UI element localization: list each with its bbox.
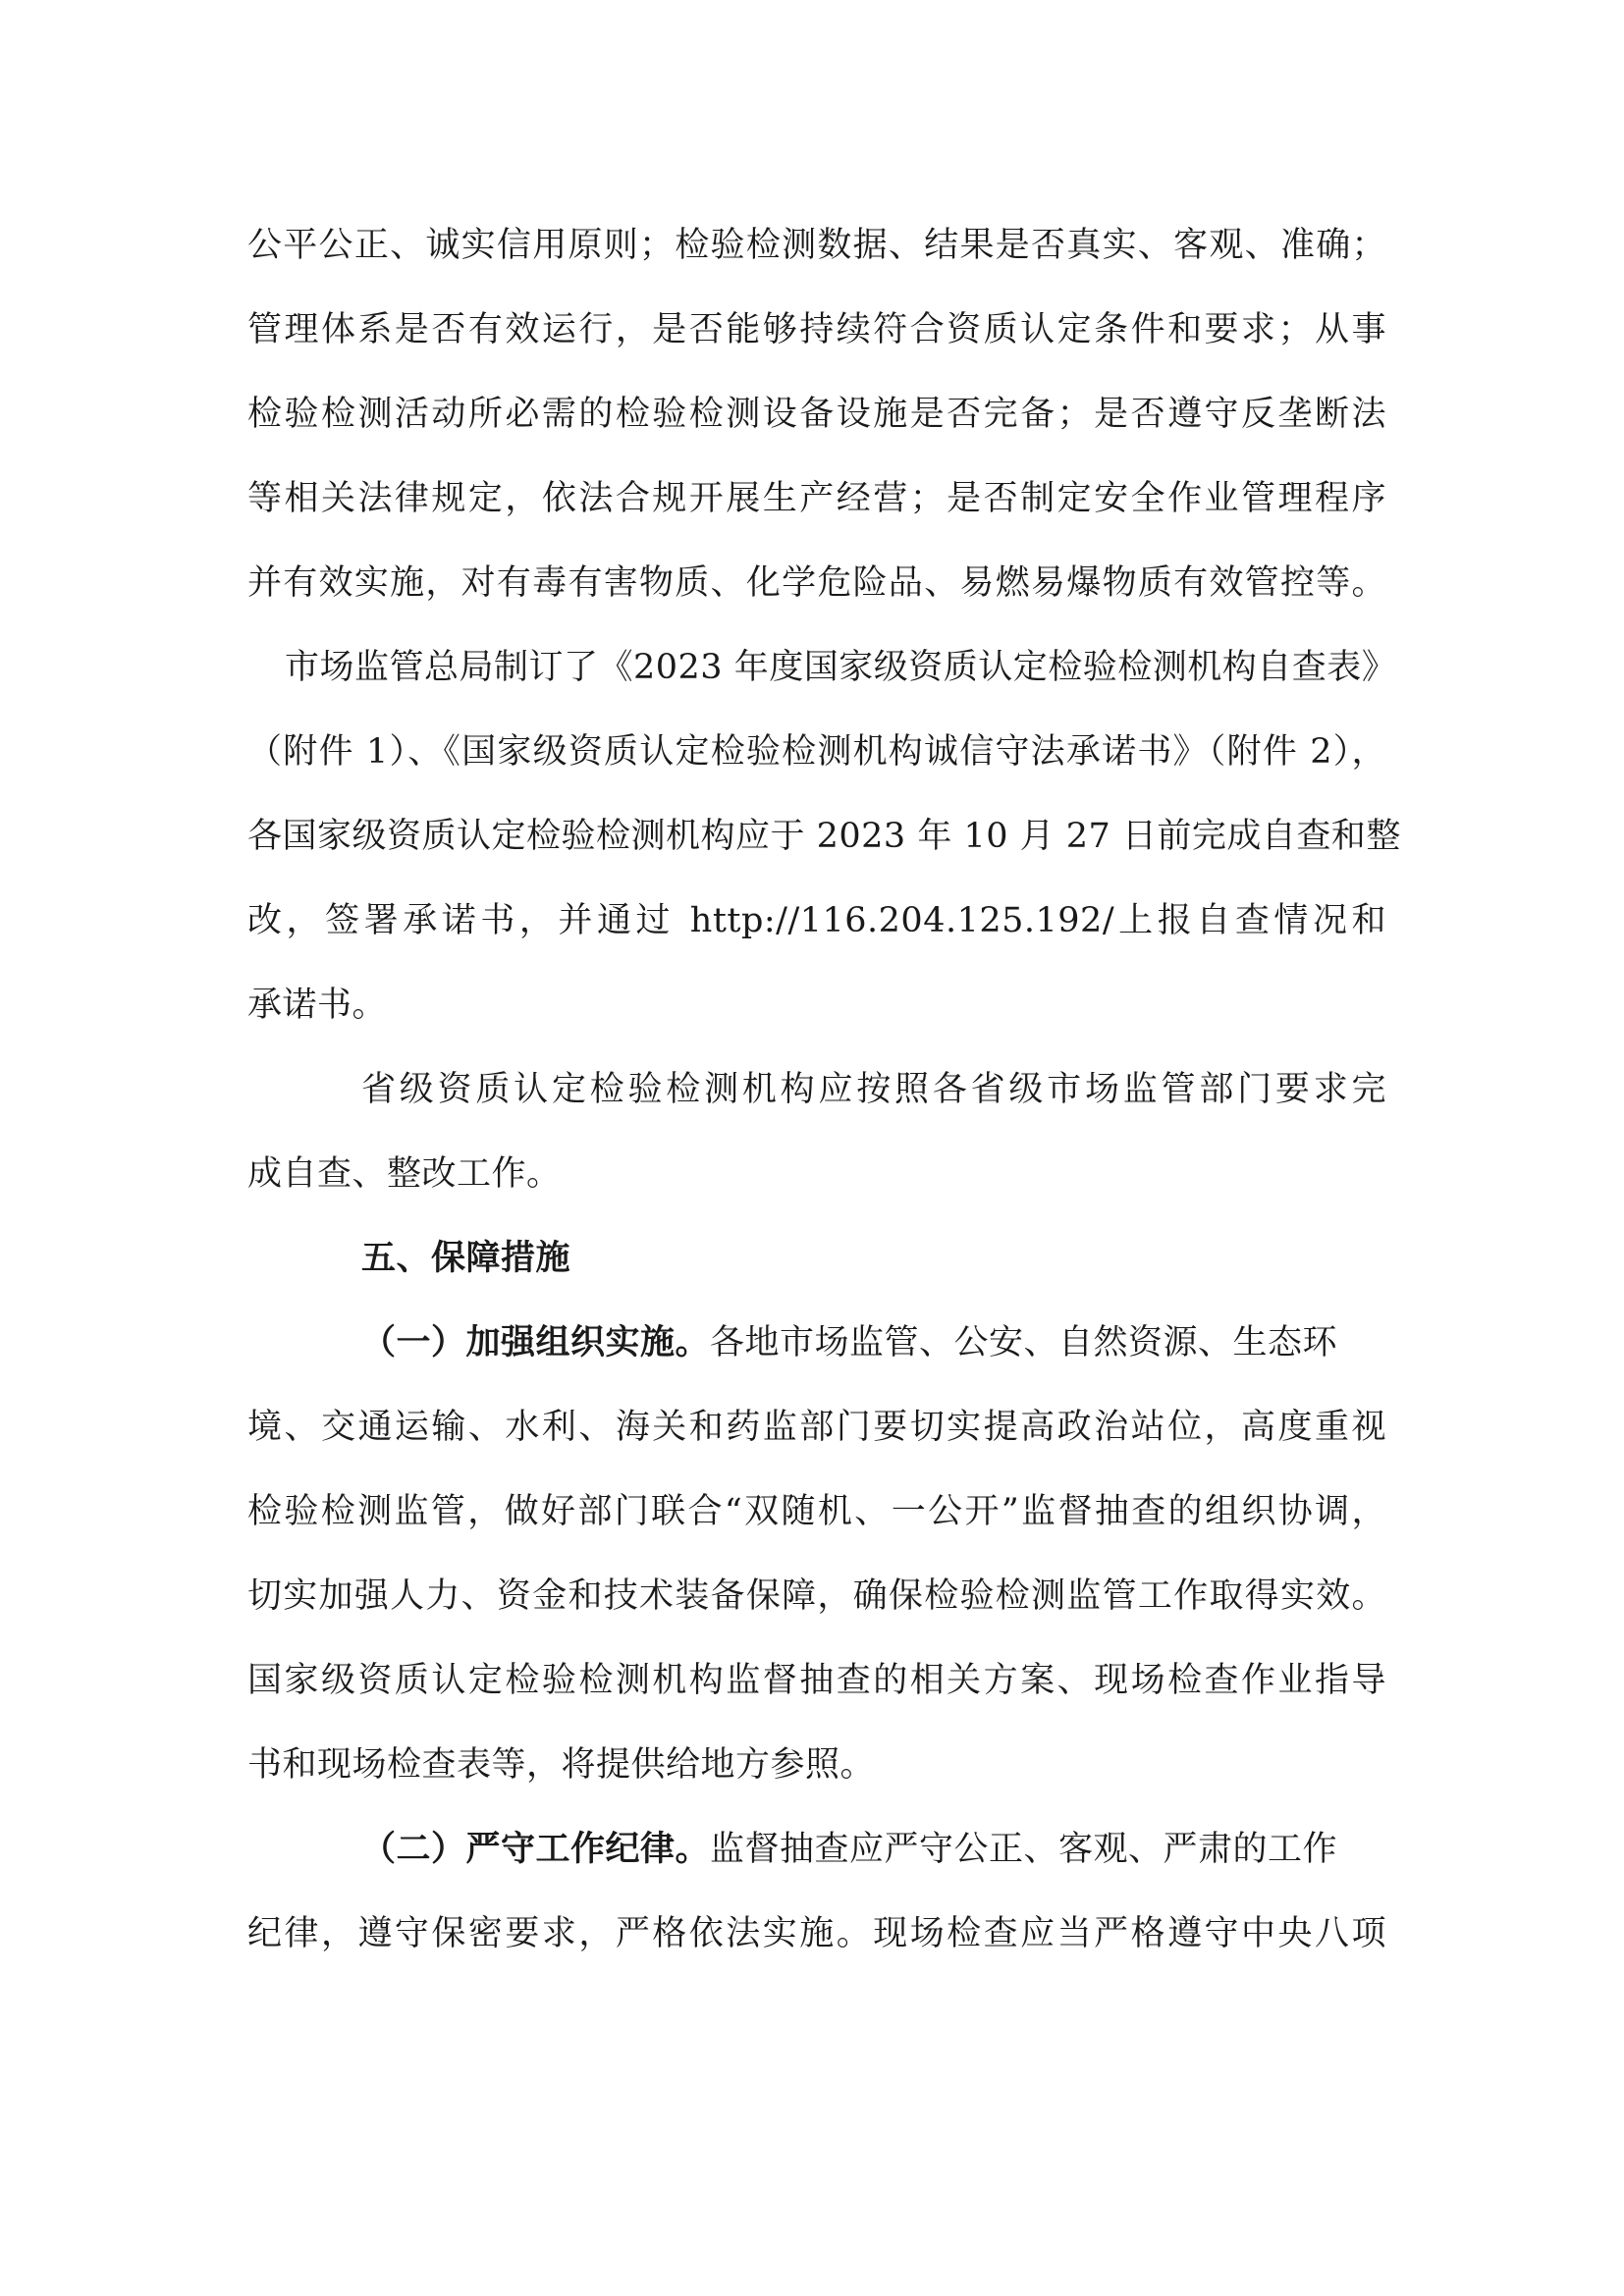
body-line: 各国家级资质认定检验检测机构应于 2023 年 10 月 27 日前完成自查和整 [247,817,1401,856]
body-line: 境、交通运输、水利、海关和药监部门要切实提高政治站位，高度重视 [247,1408,1386,1447]
section-heading: 五、保障措施 [361,1239,571,1278]
body-line: 国家级资质认定检验检测机构监督抽查的相关方案、现场检查作业指导 [247,1661,1386,1700]
body-line: 纪律，遵守保密要求，严格依法实施。现场检查应当严格遵守中央八项 [247,1914,1386,1953]
body-line: 成自查、整改工作。 [247,1154,562,1194]
subsection-2-label: （二）严守工作纪律。 [361,1829,711,1869]
body-line: （附件 1）、《国家级资质认定检验检测机构诚信守法承诺书》（附件 2）， [247,732,1386,772]
body-line: 市场监管总局制订了《2023 年度国家级资质认定检验检测机构自查表》 [285,648,1397,687]
body-line: 并有效实施，对有毒有害物质、化学危险品、易燃易爆物质有效管控等。 [247,563,1386,603]
subsection-2-paragraph-start [361,1820,1386,1879]
body-line: 省级资质认定检验检测机构应按照各省级市场监管部门要求完 [361,1070,1386,1109]
subsection-1-first-line: 各地市场监管、公安、自然资源、生态环 [710,1323,1338,1362]
body-line: 检验检测活动所必需的检验检测设备设施是否完备；是否遵守反垄断法 [247,395,1386,434]
body-line: 公平公正、诚实信用原则；检验检测数据、结果是否真实、客观、准确； [247,226,1386,265]
body-line: 检验检测监管，做好部门联合“双随机、一公开”监督抽查的组织协调， [247,1492,1386,1531]
body-line: 管理体系是否有效运行，是否能够持续符合资质认定条件和要求；从事 [247,310,1386,349]
body-line: 切实加强人力、资金和技术装备保障，确保检验检测监管工作取得实效。 [247,1576,1386,1616]
subsection-1-paragraph-start [361,1313,1386,1372]
subsection-2-first-line: 监督抽查应严守公正、客观、严肃的工作 [710,1830,1338,1869]
body-line: 等相关法律规定，依法合规开展生产经营；是否制定安全作业管理程序 [247,479,1386,518]
body-line: 书和现场检查表等，将提供给地方参照。 [247,1745,876,1785]
body-line: 改，签署承诺书，并通过 http://116.204.125.192/上报自查情况和 [247,901,1386,940]
body-line: 承诺书。 [247,986,388,1025]
subsection-1-label: （一）加强组织实施。 [361,1322,711,1362]
